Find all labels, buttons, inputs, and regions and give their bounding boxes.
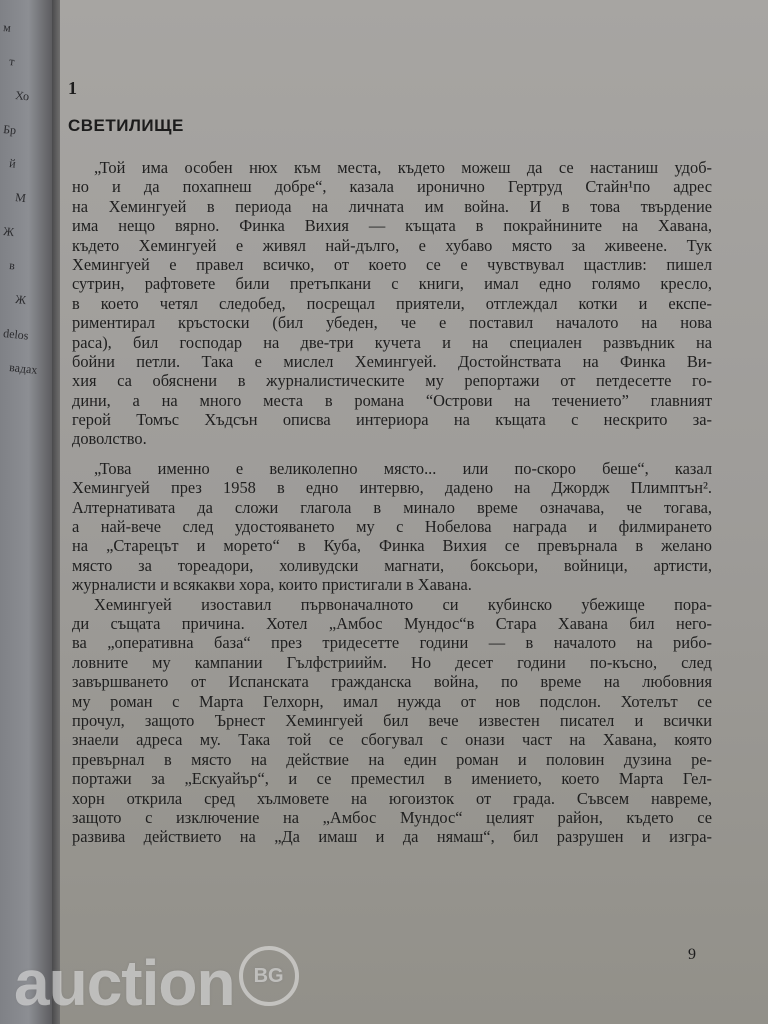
text-line: ва „оперативна база“ през тридесетте години — в началото на рибо-: [72, 633, 712, 653]
text-line: на Хемингуей в периода на личната им война. И в това твърдение: [72, 196, 712, 216]
text-line: на „Старецът и морето“ в Куба, Финка Вихия се превърнала в желано: [72, 536, 712, 556]
watermark-badge: BG: [239, 946, 299, 1006]
text-line: а най-вече след удостояването му с Нобелова награда и филмирането: [72, 517, 712, 537]
text-line: герой Томъс Хъдсън описва интериора на къщата с нескрито за-: [72, 410, 712, 430]
left-page-fragment: й: [8, 156, 17, 171]
text-line: бойни петли. Така е мислел Хемингуей. Достойнствата на Финка Ви-: [72, 351, 712, 371]
watermark-text: auction: [14, 947, 235, 1019]
left-page-fragment: Бр: [2, 122, 17, 138]
text-line: раса), бил господар на две-три кучета и на специален развъдник на: [72, 332, 712, 352]
text-line: знаели адреса му. Така той се сбогувал с онази част на Хавана, която: [72, 730, 712, 750]
text-line: журналисти и всякакви хора, които пристигали в Хавана.: [72, 575, 472, 595]
left-page-fragment: в: [8, 258, 16, 273]
paragraph: [72, 595, 712, 847]
text-line: завършването от Испанската гражданска война, по време на любовния: [72, 672, 712, 692]
text-line: „Това именно е великолепно място... или по-скоро беше“, казал: [94, 458, 712, 478]
text-line: портажи за „Ескуайър“, и се преместил в имението, което Марта Гел-: [72, 769, 712, 789]
paragraph-gap: [72, 449, 712, 459]
text-line: Хемингуей изоставил първоначалното си кубинско убежище пора-: [94, 594, 712, 614]
text-line: ди същата причина. Хотел „Амбос Мундос“в Стара Хавана бил него-: [72, 613, 712, 633]
text-line: развива действието на „Да имаш и да нямаш“, бил разрушен и изгра-: [72, 827, 712, 847]
paragraph: [72, 158, 712, 449]
text-line: но и да похапнеш добре“, казала иронично Гертруд Стайн¹по адрес: [72, 177, 712, 197]
left-page-fragment: М: [14, 190, 27, 206]
paragraph: [72, 459, 712, 595]
text-line: дини, а на много места в романа “Острови на течението” главният: [72, 390, 712, 410]
text-line: риментирал кръстоски (бил убеден, че е поставил началото на нова: [72, 313, 712, 333]
text-line: му роман с Марта Гелхорн, имал нужда от нов подслон. Хотелът се: [72, 691, 712, 711]
left-page-edge: [0, 0, 52, 1024]
chapter-number: 1: [68, 78, 77, 98]
text-line: където Хемингуей е живял най-дълго, е хубаво място за живеене. Тук: [72, 235, 712, 255]
text-line: Хемингуей през 1958 в едно интервю, дадено на Джордж Плимптън².: [72, 478, 712, 498]
text-line: Хемингуей е правел всичко, от което се е чувствувал щастлив: пишел: [72, 254, 712, 274]
text-line: Алтернативата да сложи глагола в минало време означава, че тогава,: [72, 497, 712, 517]
page-number: 9: [688, 946, 696, 963]
text-line: хорн открила сред хълмовете на югоизток от града. Съвсем навреме,: [72, 788, 712, 808]
text-line: ловните му кампании Гълфстриийм. Но десет години по-късно, след: [72, 652, 712, 672]
text-line: хия са обяснени в журналистическите му репортажи от петдесетте го-: [72, 371, 712, 391]
text-line: превърнал в място на действие на един роман и половин дузина ре-: [72, 749, 712, 769]
body-text: [72, 158, 712, 847]
left-page-fragment: Хо: [14, 88, 30, 104]
text-line: „Той има особен нюх към места, където можеш да се настаниш удоб-: [94, 158, 712, 177]
text-line: доволство.: [72, 429, 147, 449]
chapter-title: СВЕТИЛИЩЕ: [68, 116, 184, 135]
left-page-fragment: Ж: [2, 224, 15, 240]
text-line: сутрин, рафтовете били претъпкани с книги, имал едно голямо кресло,: [72, 274, 712, 294]
text-line: в което четял следобед, посрещал приятели, отглеждал котки и експе-: [72, 293, 712, 313]
text-line: защото с изключение на „Амбос Мундос“ целият район, където се: [72, 807, 712, 827]
auction-watermark: [14, 940, 299, 1020]
text-line: има нещо вярно. Финка Вихия — къщата в покрайнините на Хавана,: [72, 216, 712, 236]
left-page-fragment: т: [8, 54, 16, 69]
left-page-fragment: м: [2, 20, 12, 35]
left-page-fragment: Ж: [14, 292, 27, 308]
left-page-fragment: вадах: [8, 360, 39, 377]
left-page-fragment: delos: [2, 326, 30, 343]
text-line: място за тореадори, холивудски магнати, боксьори, войници, артисти,: [72, 555, 712, 575]
text-line: прочул, защото Ърнест Хемингуей бил вече известен писател и всички: [72, 710, 712, 730]
